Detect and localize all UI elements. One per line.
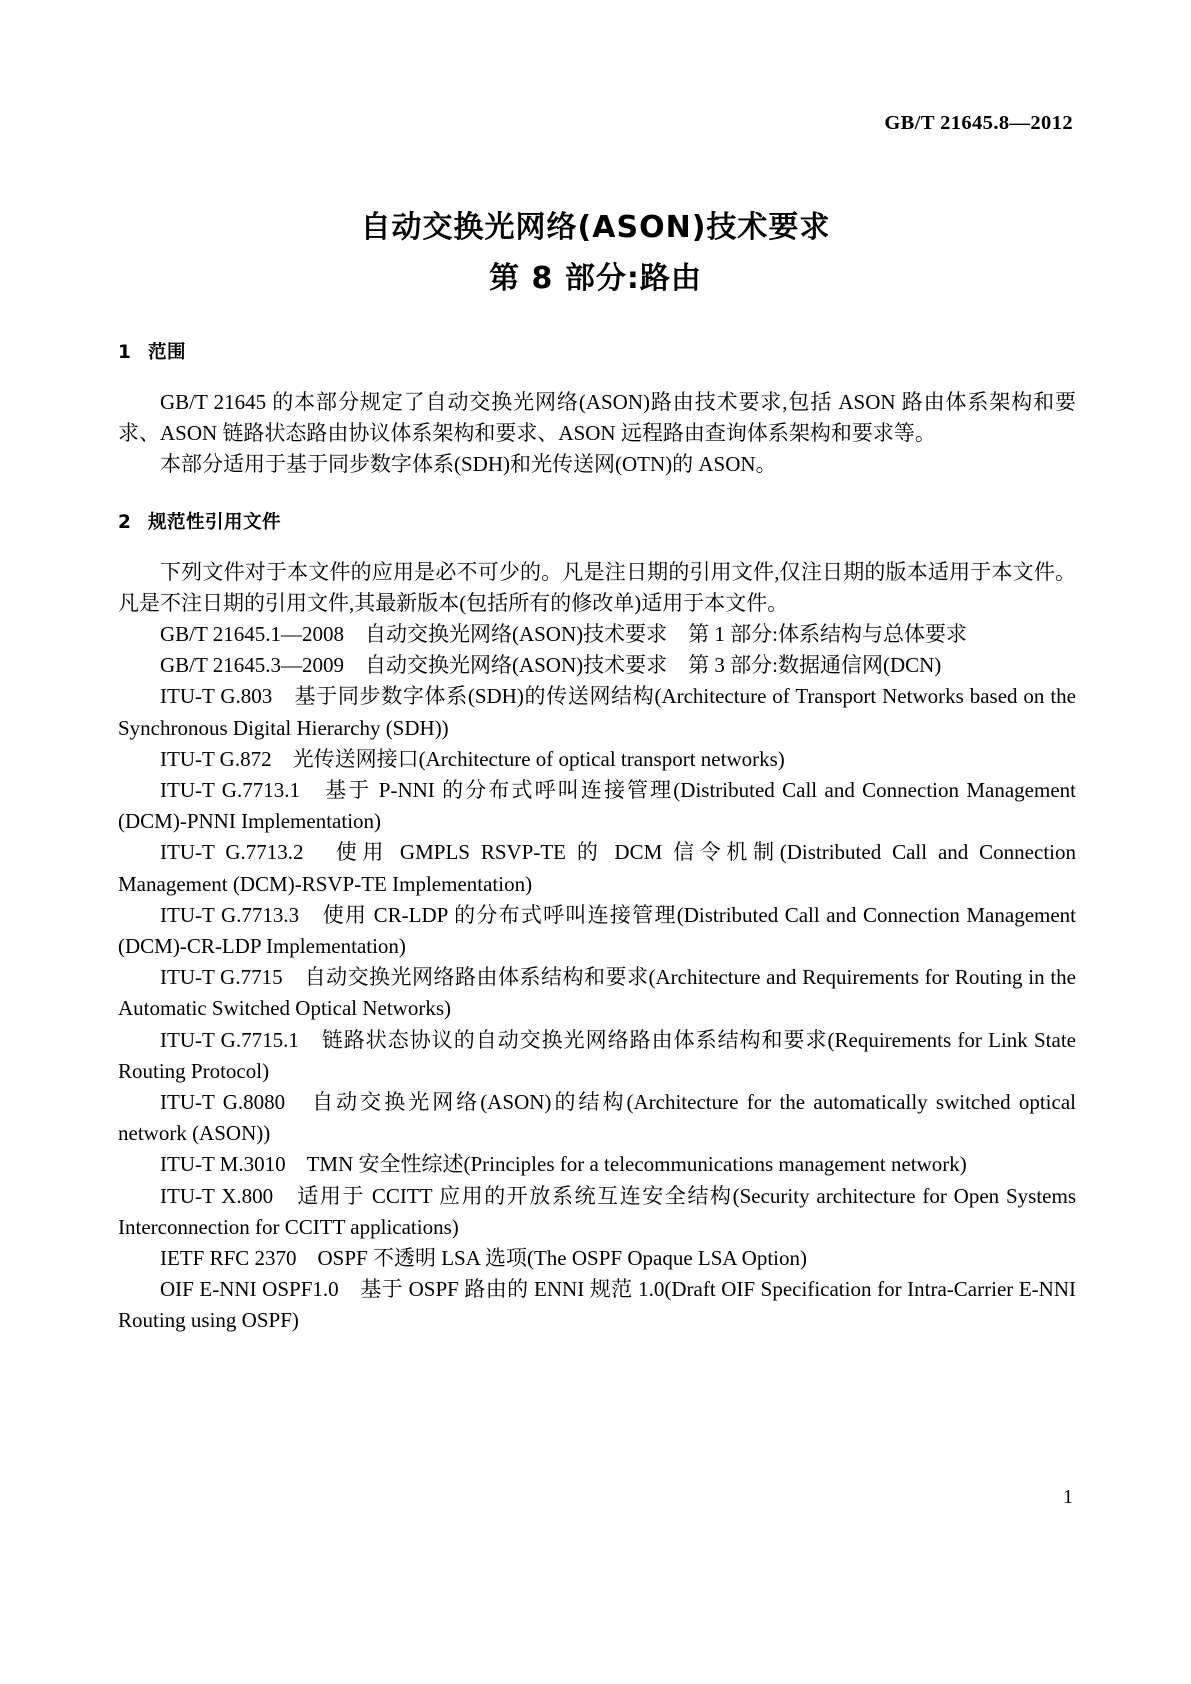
reference-item: ITU-T M.3010 TMN 安全性综述(Principles for a telecommunications management network): [160, 1152, 967, 1177]
clause-1-paragraph-2: 本部分适用于基于同步数字体系(SDH)和光传送网(OTN)的 ASON。: [160, 452, 777, 477]
clause-number-2: 2: [118, 511, 132, 533]
document-title-main: 自动交换光网络(ASON)技术要求: [360, 210, 831, 245]
reference-item: IETF RFC 2370 OSPF 不透明 LSA 选项(The OSPF Opaque LSA Option): [160, 1246, 807, 1271]
reference-item: OIF E-NNI OSPF1.0 基于 OSPF 路由的 ENNI 规范 1.0(Draft OIF Specification for Intra-Carrier E-NNI Routing using OSPF): [118, 1277, 1076, 1333]
page-number: 1: [1063, 1486, 1073, 1508]
reference-item: ITU-T G.7713.2 使用 GMPLS RSVP-TE 的 DCM 信令机制(Distributed Call and Connection Management (DCM)-RSVP-TE Implementation): [118, 840, 1076, 896]
reference-item: ITU-T G.7715 自动交换光网络路由体系结构和要求(Architecture and Requirements for Routing in the Automatic Switched Optical Networks): [118, 965, 1076, 1021]
clause-1-paragraph-1: GB/T 21645 的本部分规定了自动交换光网络(ASON)路由技术要求,包括 ASON 路由体系架构和要求、ASON 链路状态路由协议体系架构和要求、ASON 远程路由查询体系架构和要求等。: [118, 390, 1076, 446]
standard-number: GB/T 21645.8—2012: [884, 112, 1073, 134]
reference-item: ITU-T G.803 基于同步数字体系(SDH)的传送网结构(Architecture of Transport Networks based on the Synchronous Digital Hierarchy (SDH)): [118, 684, 1076, 740]
clause-2-paragraph-1: 下列文件对于本文件的应用是必不可少的。凡是注日期的引用文件,仅注日期的版本适用于本文件。凡是不注日期的引用文件,其最新版本(包括所有的修改单)适用于本文件。: [118, 559, 1076, 615]
document-title-block: [0, 205, 1191, 301]
document-title-part: 第 8 部分:路由: [489, 261, 702, 296]
document-body: [118, 338, 1076, 1337]
reference-item: ITU-T G.7713.1 基于 P-NNI 的分布式呼叫连接管理(Distributed Call and Connection Management (DCM)-PNNI Implementation): [118, 778, 1076, 834]
reference-item: ITU-T G.872 光传送网接口(Architecture of optical transport networks): [160, 746, 785, 771]
reference-item: ITU-T G.8080 自动交换光网络(ASON)的结构(Architecture for the automatically switched optical network (ASON)): [118, 1090, 1076, 1146]
reference-item: ITU-T G.7715.1 链路状态协议的自动交换光网络路由体系结构和要求(Requirements for Link State Routing Protocol): [118, 1027, 1076, 1083]
clause-heading-1: [118, 338, 1076, 364]
reference-item: GB/T 21645.1—2008 自动交换光网络(ASON)技术要求 第 1 部分:体系结构与总体要求: [160, 622, 967, 647]
spacer: [118, 481, 1076, 508]
running-header: [118, 112, 1073, 138]
reference-item: ITU-T X.800 适用于 CCITT 应用的开放系统互连安全结构(Security architecture for Open Systems Interconnection for CCITT applications): [118, 1183, 1076, 1239]
reference-item: GB/T 21645.3—2009 自动交换光网络(ASON)技术要求 第 3 部分:数据通信网(DCN): [160, 653, 942, 678]
clause-title-2: 规范性引用文件: [148, 511, 282, 533]
spacer: [118, 364, 1076, 387]
clause-title-1: 范围: [148, 342, 187, 363]
clause-number-1: 1: [118, 342, 132, 363]
reference-item: ITU-T G.7713.3 使用 CR-LDP 的分布式呼叫连接管理(Distributed Call and Connection Management (DCM)-CR-LDP Implementation): [118, 902, 1076, 959]
clause-heading-2: [118, 508, 1076, 534]
spacer: [118, 534, 1076, 557]
